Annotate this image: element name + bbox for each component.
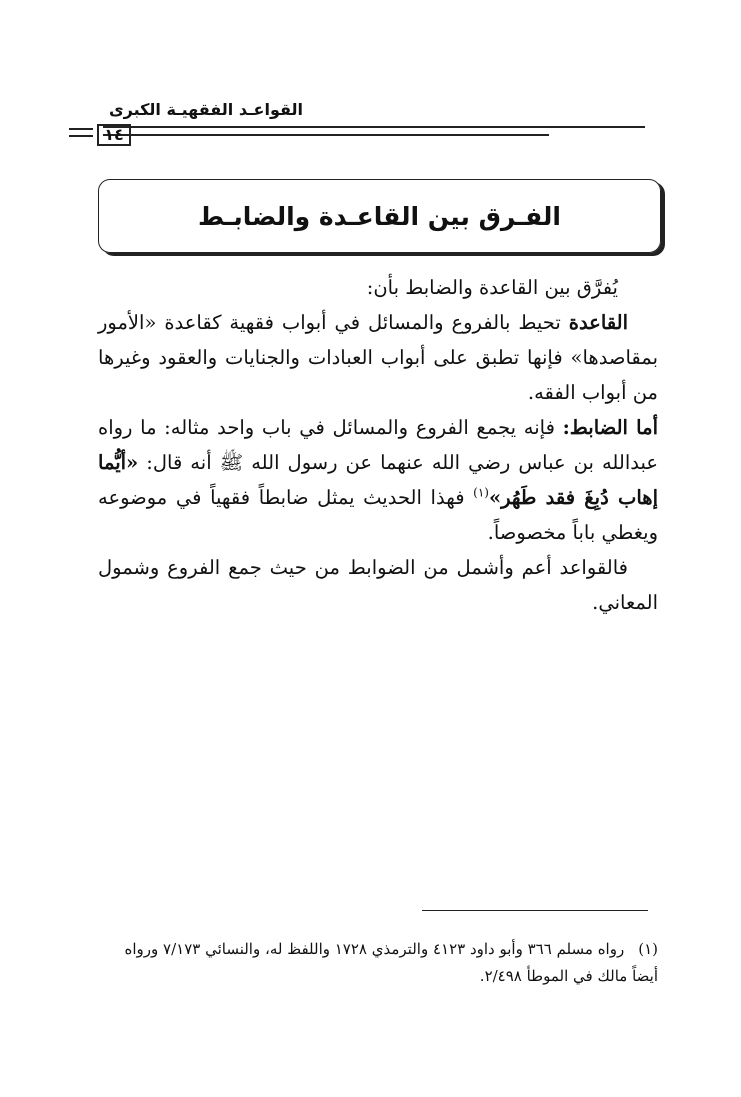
page-number-ornament [69,128,93,142]
dabit-text-2: فهذا الحديث يمثل ضابطاً فقهياً في موضوعه ويغطي باباً مخصوصاً. [98,486,658,544]
footnote-text: رواه مسلم ٣٦٦ وأبو داود ٤١٢٣ والترمذي ١٧٢٨ واللفظ له، والنسائي ٧/١٧٣ ورواه أيضاً مالك في الموطأ ٢/٤٩٨. [124,940,658,985]
footnote-ref: (١) [473,485,489,500]
intro-paragraph [98,270,658,305]
conclusion-text: فالقواعد أعم وأشمل من الضوابط من حيث جمع الفروع وشمول المعاني. [98,556,658,614]
hadith-quote: «أيُّما إهاب دُبِغَ فقد طَهُر» [98,451,658,509]
section-title: الفـرق بين القاعـدة والضابـط [198,201,561,231]
dabit-label: أما الضابط: [562,416,658,439]
qaida-text: تحيط بالفروع والمسائل في أبواب فقهية كقاعدة «الأمور بمقاصدها» فإنها تطبق على أبواب العبادات والجنايات والعقود وغيرها من أبواب الفقه. [98,311,658,404]
conclusion-paragraph [98,550,658,620]
running-header: القواعـد الفقهيـة الكبرى [108,100,303,119]
header-rule-bottom [103,134,549,136]
intro-text: يُفرَّق بين القاعدة والضابط بأن: [366,276,618,299]
header-rule-top [103,126,645,128]
page-number: ١٤ [97,124,131,146]
footnote-separator [422,910,648,911]
dabit-text-1: فإنه يجمع الفروع والمسائل في باب واحد مثاله: ما رواه عبدالله بن عباس رضي الله عنهما عن رسول الله ﷺ أنه قال: [98,416,658,474]
dabit-paragraph [98,410,658,550]
footnote-item [98,936,658,990]
section-title-box [98,179,661,253]
footnote-number: (١) [638,940,658,958]
qaida-label: القاعدة [568,311,628,334]
body-text [98,270,658,620]
qaida-paragraph [98,305,658,410]
